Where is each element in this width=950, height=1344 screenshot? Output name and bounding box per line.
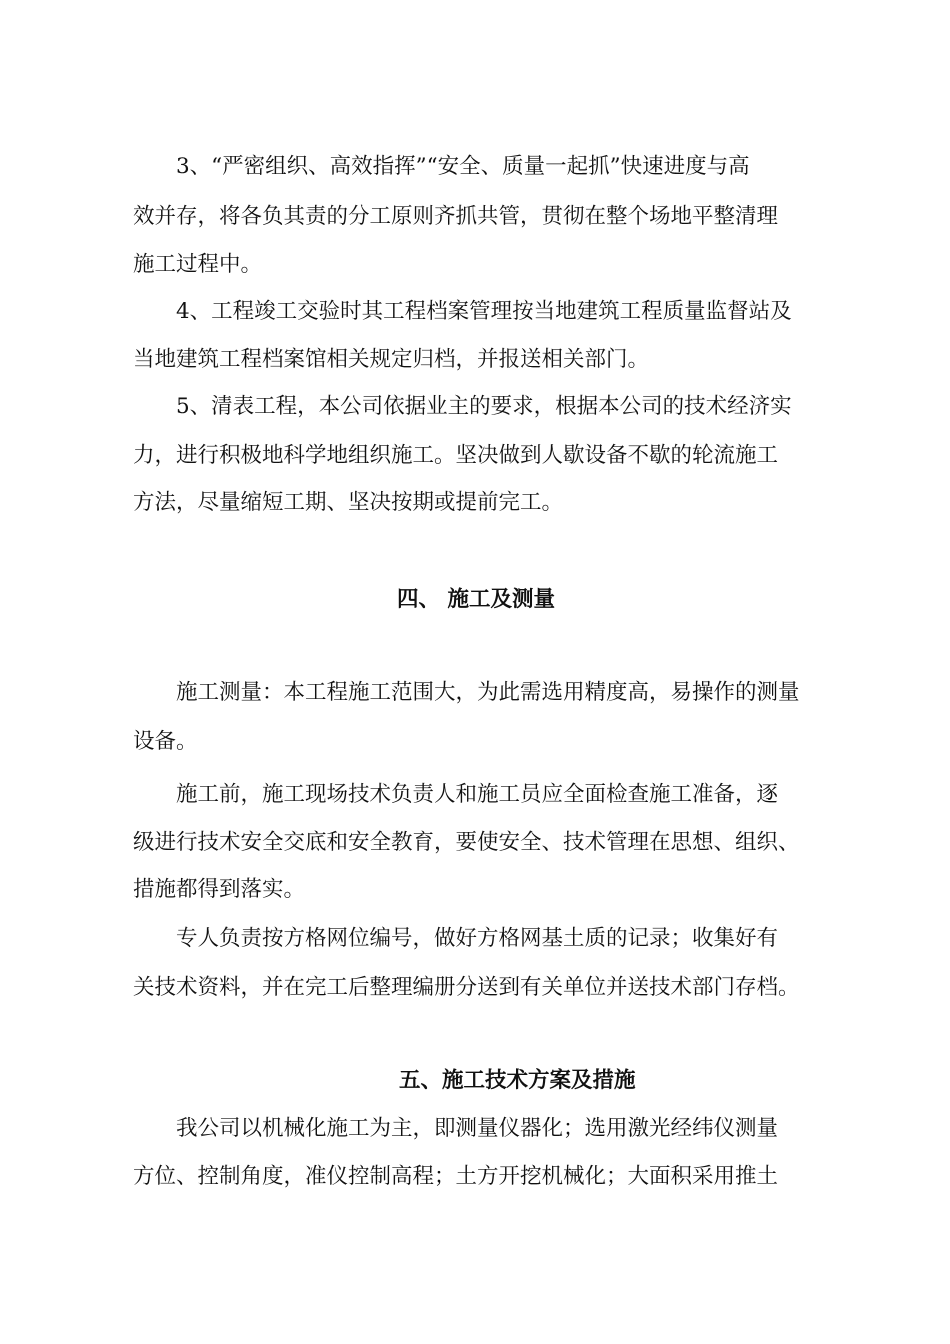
text-line: 级进行技术安全交底和安全教育，要使安全、技术管理在思想、组织、 <box>133 830 800 855</box>
text-line: 5、清表工程，本公司依据业主的要求，根据本公司的技术经济实 <box>176 394 792 419</box>
text-line: 措施都得到落实。 <box>133 877 306 902</box>
text-line: 方位、控制角度，准仪控制高程；土方开挖机械化；大面积采用推土 <box>133 1164 779 1189</box>
text-line: 方法，尽量缩短工期、坚决按期或提前完工。 <box>133 490 564 515</box>
text-line: 专人负责按方格网位编号，做好方格网基土质的记录；收集好有 <box>176 926 779 951</box>
text-line: 当地建筑工程档案馆相关规定归档，并报送相关部门。 <box>133 347 650 372</box>
text-line: 关技术资料，并在完工后整理编册分送到有关单位并送技术部门存档。 <box>133 975 800 1000</box>
text-line: 施工前，施工现场技术负责人和施工员应全面检查施工准备，逐 <box>176 782 779 807</box>
text-line: 3、“严密组织、高效指挥”“安全、质量一起抓”快速进度与高 <box>176 154 750 179</box>
text-line: 施工过程中。 <box>133 252 263 277</box>
text-line: 我公司以机械化施工为主，即测量仪器化；选用激光经纬仪测量 <box>176 1116 779 1141</box>
text-line: 力，进行积极地科学地组织施工。坚决做到人歇设备不歇的轮流施工 <box>133 443 779 468</box>
text-line: 效并存，将各负其责的分工原则齐抓共管，贯彻在整个场地平整清理 <box>133 204 779 229</box>
text-line: 施工测量：本工程施工范围大，为此需选用精度高，易操作的测量 <box>176 680 800 705</box>
section-heading: 四、 施工及测量 <box>397 587 555 612</box>
text-line: 4、工程竣工交验时其工程档案管理按当地建筑工程质量监督站及 <box>176 299 792 324</box>
section-heading: 五、施工技术方案及措施 <box>399 1068 636 1093</box>
text-line: 设备。 <box>133 729 198 754</box>
